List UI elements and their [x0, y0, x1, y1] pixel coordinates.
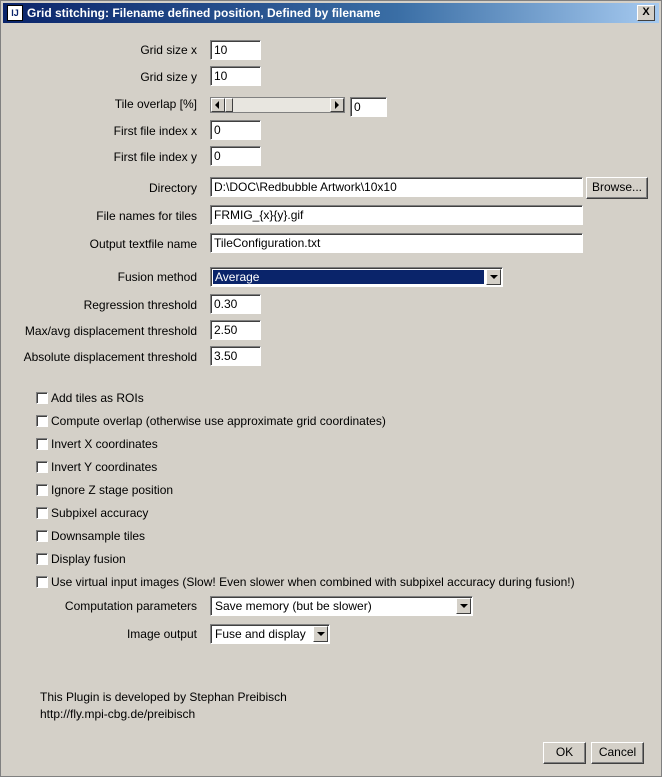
abs-threshold-input[interactable]: 3.50	[210, 346, 261, 366]
display-fusion-checkbox[interactable]	[36, 553, 48, 565]
slider-left-arrow-icon[interactable]	[211, 98, 225, 112]
virtual-images-checkbox[interactable]	[36, 576, 48, 588]
add-rois-label: Add tiles as ROIs	[51, 391, 144, 405]
directory-input[interactable]: D:\DOC\Redbubble Artwork\10x10	[210, 177, 583, 197]
display-fusion-label: Display fusion	[51, 552, 126, 566]
slider-thumb[interactable]	[225, 98, 233, 112]
output-file-label: Output textfile name	[89, 237, 197, 251]
first-index-y-label: First file index y	[113, 150, 197, 164]
grid-size-x-label: Grid size x	[140, 43, 197, 57]
first-index-y-input[interactable]: 0	[210, 146, 261, 166]
file-names-label: File names for tiles	[96, 209, 197, 223]
tile-overlap-slider[interactable]	[210, 97, 345, 113]
grid-size-x-input[interactable]: 10	[210, 40, 261, 60]
invert-x-label: Invert X coordinates	[51, 437, 158, 451]
image-output-select[interactable]	[210, 624, 330, 644]
regression-threshold-input[interactable]: 0.30	[210, 294, 261, 314]
first-index-x-input[interactable]: 0	[210, 120, 261, 140]
computation-select[interactable]	[210, 596, 473, 616]
fusion-method-label: Fusion method	[117, 270, 197, 284]
image-output-value: Fuse and display	[215, 627, 306, 641]
grid-size-y-input[interactable]: 10	[210, 66, 261, 86]
max-avg-threshold-input[interactable]: 2.50	[210, 320, 261, 340]
computation-label: Computation parameters	[64, 599, 197, 613]
abs-threshold-label: Absolute displacement threshold	[23, 350, 197, 364]
file-names-input[interactable]: FRMIG_{x}{y}.gif	[210, 205, 583, 225]
slider-right-arrow-icon[interactable]	[330, 98, 344, 112]
tile-overlap-input[interactable]: 0	[350, 97, 387, 117]
first-index-x-label: First file index x	[113, 124, 197, 138]
imagej-icon: IJ	[7, 5, 23, 21]
invert-y-checkbox[interactable]	[36, 461, 48, 473]
invert-x-checkbox[interactable]	[36, 438, 48, 450]
title-bar	[3, 3, 659, 23]
tile-overlap-label: Tile overlap [%]	[114, 97, 197, 111]
credit-text: This Plugin is developed by Stephan Preibisch	[40, 690, 287, 704]
computation-value: Save memory (but be slower)	[215, 599, 372, 613]
downsample-label: Downsample tiles	[51, 529, 146, 543]
subpixel-checkbox[interactable]	[36, 507, 48, 519]
ok-button[interactable]: OK	[543, 742, 586, 764]
window-title: Grid stitching: Filename defined position, Defined by filename	[27, 6, 381, 20]
compute-overlap-label: Compute overlap (otherwise use approximate grid coordinates)	[51, 414, 386, 428]
ignore-z-label: Ignore Z stage position	[51, 483, 174, 497]
output-file-input[interactable]: TileConfiguration.txt	[210, 233, 583, 253]
grid-size-y-label: Grid size y	[140, 70, 197, 84]
ignore-z-checkbox[interactable]	[36, 484, 48, 496]
chevron-down-icon[interactable]	[313, 626, 328, 642]
chevron-down-icon[interactable]	[456, 598, 471, 614]
max-avg-threshold-label: Max/avg displacement threshold	[24, 324, 197, 338]
invert-y-label: Invert Y coordinates	[51, 460, 158, 474]
add-rois-checkbox[interactable]	[36, 392, 48, 404]
directory-label: Directory	[148, 181, 197, 195]
browse-button[interactable]: Browse...	[586, 177, 648, 199]
subpixel-label: Subpixel accuracy	[51, 506, 149, 520]
fusion-method-select[interactable]	[210, 267, 503, 287]
image-output-label: Image output	[126, 627, 197, 641]
cancel-button[interactable]: Cancel	[591, 742, 644, 764]
regression-threshold-label: Regression threshold	[83, 298, 197, 312]
fusion-method-value: Average	[213, 270, 484, 284]
close-button[interactable]: X	[637, 5, 655, 21]
virtual-images-label: Use virtual input images (Slow! Even slower when combined with subpixel accuracy during fusion!)	[51, 575, 575, 589]
downsample-checkbox[interactable]	[36, 530, 48, 542]
credit-url: http://fly.mpi-cbg.de/preibisch	[40, 707, 196, 721]
chevron-down-icon[interactable]	[486, 269, 501, 285]
compute-overlap-checkbox[interactable]	[36, 415, 48, 427]
